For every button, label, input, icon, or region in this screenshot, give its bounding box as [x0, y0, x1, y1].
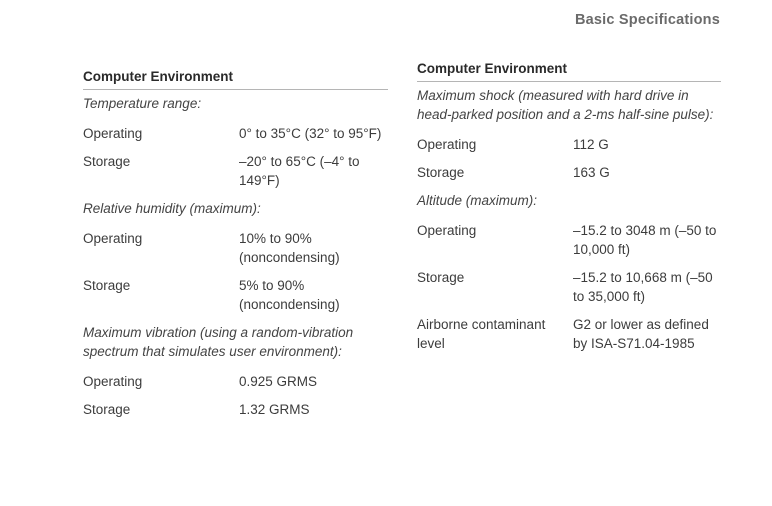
- row-label: Storage: [417, 165, 465, 180]
- row-label: Storage: [83, 154, 131, 169]
- row-label: Operating: [83, 374, 143, 389]
- vibration-operating-row: [83, 372, 388, 391]
- section-title: Computer Environment: [83, 67, 388, 90]
- row-value: 112 G: [573, 137, 609, 152]
- left-spec-column: [83, 67, 388, 428]
- humidity-storage-row: [83, 276, 388, 314]
- row-value: –15.2 to 3048 m (–50 to 10,000 ft): [573, 223, 717, 257]
- row-value: G2 or lower as defined by ISA-S71.04-1985: [573, 317, 709, 351]
- page-header-title: Basic Specifications: [574, 12, 720, 28]
- row-value: 1.32 GRMS: [239, 402, 310, 417]
- temperature-operating-row: [83, 124, 388, 143]
- altitude-storage-row: [417, 268, 721, 306]
- row-label: Storage: [83, 278, 131, 293]
- row-label: Airborne contaminant level: [417, 317, 546, 351]
- shock-heading: Maximum shock (measured with hard drive in head-parked position and a 2-ms half-sine pulse):: [417, 88, 714, 122]
- row-value: 0.925 GRMS: [239, 374, 318, 389]
- shock-operating-row: [417, 135, 721, 154]
- temperature-storage-row: [83, 152, 388, 190]
- row-value: 0° to 35°C (32° to 95°F): [239, 126, 382, 141]
- row-value: 10% to 90% (noncondensing): [239, 231, 340, 265]
- shock-storage-row: [417, 163, 721, 182]
- row-label: Operating: [417, 137, 477, 152]
- vibration-heading: Maximum vibration (using a random-vibration spectrum that simulates user environment):: [83, 325, 354, 359]
- row-value: 5% to 90% (noncondensing): [239, 278, 340, 312]
- row-label: Storage: [83, 402, 131, 417]
- row-label: Operating: [417, 223, 477, 238]
- altitude-heading: Altitude (maximum):: [417, 193, 538, 208]
- row-label: Operating: [83, 231, 143, 246]
- humidity-heading: Relative humidity (maximum):: [83, 201, 261, 216]
- temperature-heading: Temperature range:: [83, 96, 202, 111]
- section-title: Computer Environment: [417, 59, 721, 82]
- row-label: Operating: [83, 126, 143, 141]
- row-value: –15.2 to 10,668 m (–50 to 35,000 ft): [573, 270, 713, 304]
- humidity-operating-row: [83, 229, 388, 267]
- right-spec-column: [417, 59, 721, 362]
- row-label: Storage: [417, 270, 465, 285]
- altitude-operating-row: [417, 221, 721, 259]
- vibration-storage-row: [83, 400, 388, 419]
- airborne-contaminant-row: [417, 315, 721, 353]
- row-value: –20° to 65°C (–4° to 149°F): [239, 154, 360, 188]
- row-value: 163 G: [573, 165, 610, 180]
